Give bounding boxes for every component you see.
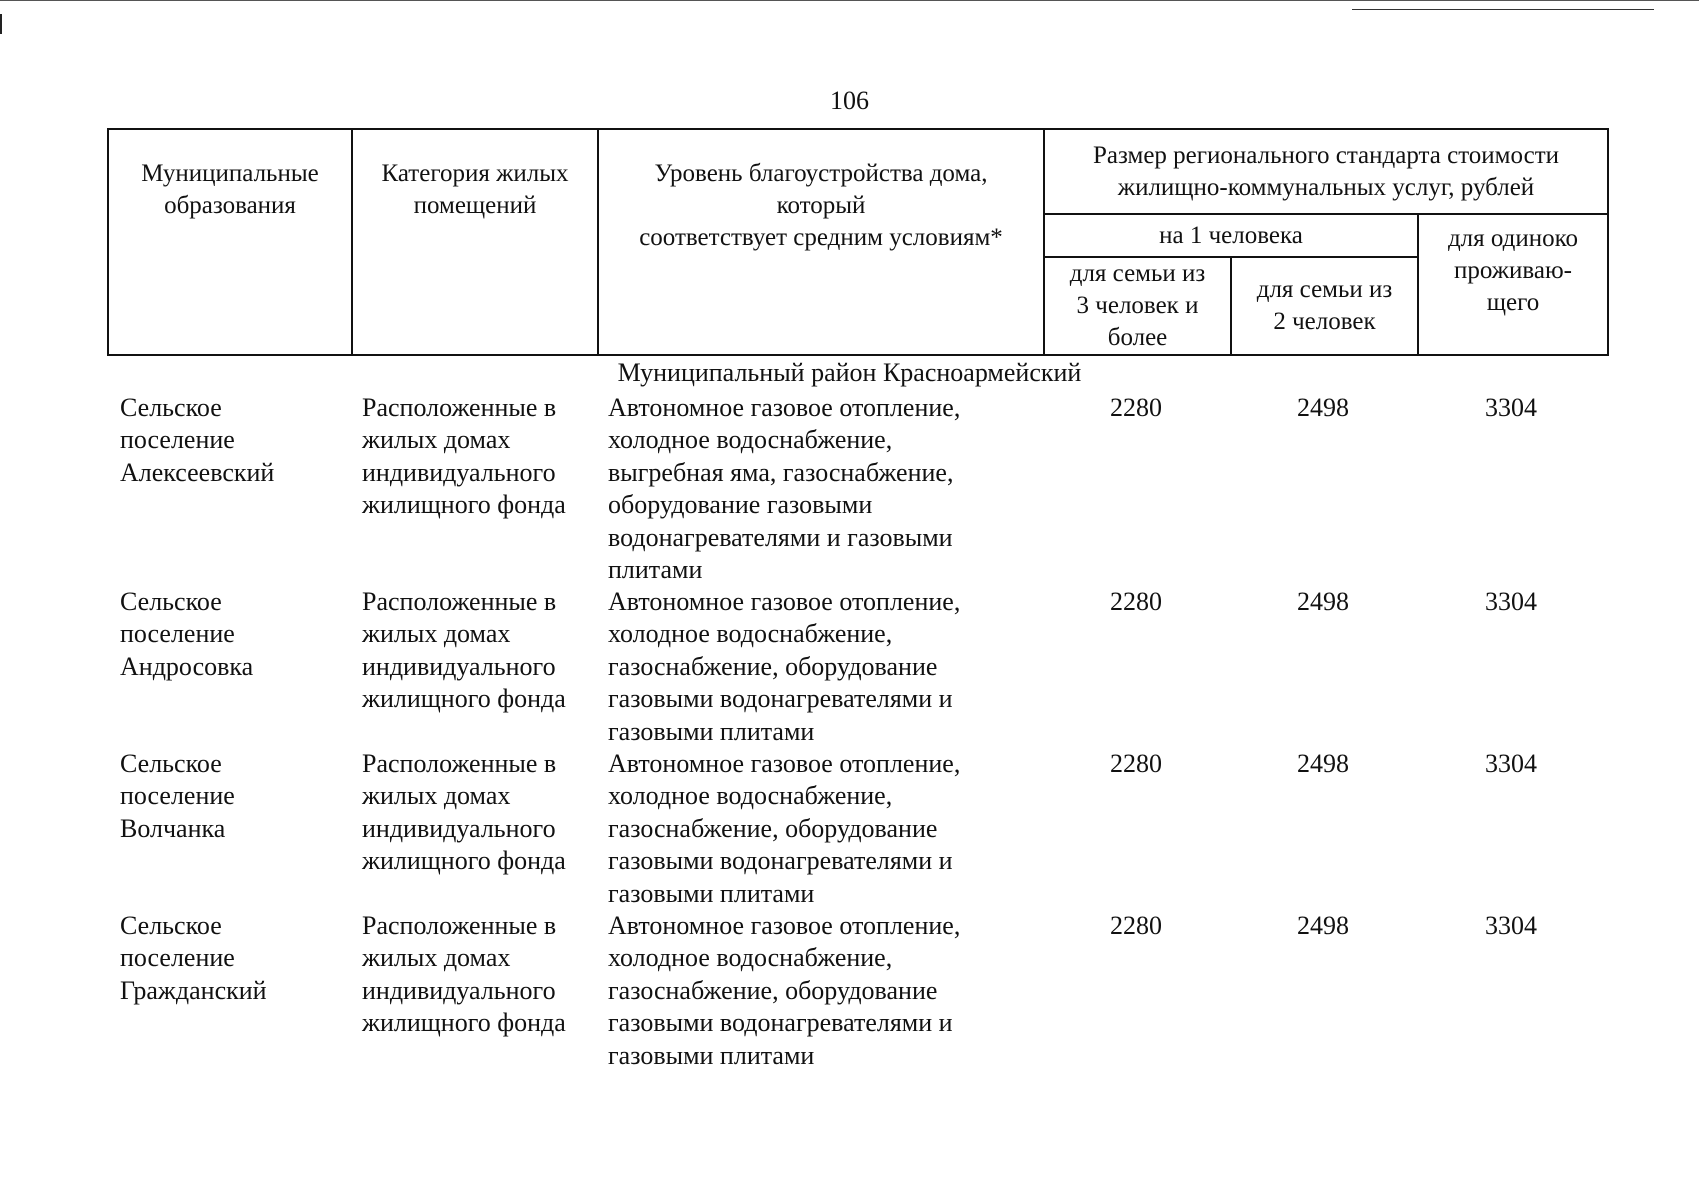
family3-value: 2280: [1110, 393, 1162, 422]
family2-value: 2498: [1297, 749, 1349, 778]
cell-line: Сельское: [120, 749, 222, 778]
header-single-line: для одиноко: [1447, 225, 1579, 252]
single-value: 3304: [1485, 911, 1537, 940]
municipality-cell: [120, 392, 350, 489]
cell-line: оборудование газовыми: [608, 490, 873, 520]
header-level-line: Уровень благоустройства дома,: [654, 160, 988, 187]
category-cell: [362, 392, 602, 522]
header-family-3: [1044, 257, 1231, 355]
cell-line: Расположенные в: [362, 749, 557, 778]
cell-line: газовыми водонагревателями и: [608, 1008, 953, 1038]
cell-line: газоснабжение, оборудование: [608, 651, 938, 681]
header-family2-line: 2 человек: [1273, 308, 1376, 335]
improvement-level-cell: [608, 586, 1028, 748]
header-level-line: который: [776, 192, 866, 219]
cell-line: газовыми плитами: [608, 1040, 815, 1070]
district-heading: Муниципальный район Красноармейский: [617, 358, 1082, 387]
cell-line: газоснабжение, оборудование: [608, 975, 938, 1005]
header-family2-line: для семьи из: [1256, 276, 1393, 303]
family3-value: 2280: [1110, 749, 1162, 778]
cell-line: поселение: [120, 781, 235, 811]
header-single-line: щего: [1486, 289, 1540, 316]
cell-line: индивидуального: [362, 457, 556, 487]
header-family-2: [1231, 257, 1418, 355]
cell-line: газовыми водонагревателями и: [608, 846, 953, 876]
table-row: [0, 748, 1699, 910]
cell-line: индивидуального: [362, 975, 556, 1005]
family3-value: 2280: [1110, 587, 1162, 616]
improvement-level-cell: [608, 748, 1028, 910]
improvement-level-cell: [608, 910, 1028, 1072]
cell-line: газовыми плитами: [608, 878, 815, 908]
cell-line: Андросовка: [120, 651, 254, 681]
header-per-person: на 1 человека: [1044, 214, 1418, 257]
header-level-line: соответствует средним условиям*: [639, 224, 1003, 251]
header-category: Категория жилых помещений: [352, 129, 598, 355]
category-cell: [362, 586, 602, 716]
header-single-line: проживаю-: [1454, 257, 1572, 284]
scan-margin-mark: [0, 14, 2, 34]
cell-line: газовыми плитами: [608, 716, 815, 746]
municipality-cell: [120, 586, 350, 683]
cell-line: водонагревателями и газовыми: [608, 522, 953, 552]
cell-line: холодное водоснабжение,: [608, 425, 893, 455]
header-improvement-level: [598, 129, 1044, 355]
cell-line: плитами: [608, 555, 703, 585]
cell-line: жилых домах: [362, 619, 511, 649]
improvement-level-cell: [608, 392, 1028, 586]
municipality-cell: [120, 748, 350, 845]
cell-line: индивидуального: [362, 651, 556, 681]
cell-line: Автономное газовое отопление,: [608, 587, 961, 616]
page-top-border: [0, 0, 1699, 1]
header-municipalities: Муниципальные образования: [108, 129, 352, 355]
municipality-cell: [120, 910, 350, 1007]
family3-value: 2280: [1110, 911, 1162, 940]
cell-line: жилищного фонда: [362, 1008, 566, 1038]
table-row: [0, 910, 1699, 1072]
header-single-resident: [1418, 214, 1608, 355]
page-number: 106: [830, 86, 869, 115]
cell-line: поселение: [120, 425, 235, 455]
header-family3-line: для семьи из: [1069, 260, 1206, 287]
cell-line: жилых домах: [362, 425, 511, 455]
table-row: [0, 586, 1699, 748]
family2-value: 2498: [1297, 911, 1349, 940]
cell-line: Волчанка: [120, 813, 226, 843]
category-cell: [362, 748, 602, 878]
cell-line: холодное водоснабжение,: [608, 943, 893, 973]
header-family3-line: более: [1107, 324, 1168, 351]
cell-line: жилых домах: [362, 943, 511, 973]
cell-line: Гражданский: [120, 975, 267, 1005]
cell-line: поселение: [120, 619, 235, 649]
single-value: 3304: [1485, 749, 1537, 778]
cell-line: Расположенные в: [362, 393, 557, 422]
cell-line: жилых домах: [362, 781, 511, 811]
header-family3-line: 3 человек и: [1076, 292, 1199, 319]
family2-value: 2498: [1297, 393, 1349, 422]
cell-line: поселение: [120, 943, 235, 973]
cell-line: выгребная яма, газоснабжение,: [608, 457, 954, 487]
cell-line: жилищного фонда: [362, 684, 566, 714]
table-row: [0, 392, 1699, 586]
cell-line: Расположенные в: [362, 587, 557, 616]
cell-line: газовыми водонагревателями и: [608, 684, 953, 714]
cell-line: газоснабжение, оборудование: [608, 813, 938, 843]
cell-line: холодное водоснабжение,: [608, 781, 893, 811]
single-value: 3304: [1485, 587, 1537, 616]
cell-line: индивидуального: [362, 813, 556, 843]
cell-line: Сельское: [120, 587, 222, 616]
cell-line: Расположенные в: [362, 911, 557, 940]
cell-line: Автономное газовое отопление,: [608, 393, 961, 422]
family2-value: 2498: [1297, 587, 1349, 616]
category-cell: [362, 910, 602, 1040]
table-header: [107, 128, 1609, 356]
header-rule: [1352, 9, 1654, 10]
cell-line: Автономное газовое отопление,: [608, 911, 961, 940]
cell-line: жилищного фонда: [362, 846, 566, 876]
header-standard-size: Размер регионального стандарта стоимости жилищно-коммунальных услуг, рублей: [1044, 129, 1608, 214]
cell-line: Сельское: [120, 911, 222, 940]
cell-line: Алексеевский: [120, 457, 275, 487]
cell-line: холодное водоснабжение,: [608, 619, 893, 649]
table-body: [0, 392, 1699, 1072]
cell-line: жилищного фонда: [362, 490, 566, 520]
cell-line: Автономное газовое отопление,: [608, 749, 961, 778]
cell-line: Сельское: [120, 393, 222, 422]
single-value: 3304: [1485, 393, 1537, 422]
